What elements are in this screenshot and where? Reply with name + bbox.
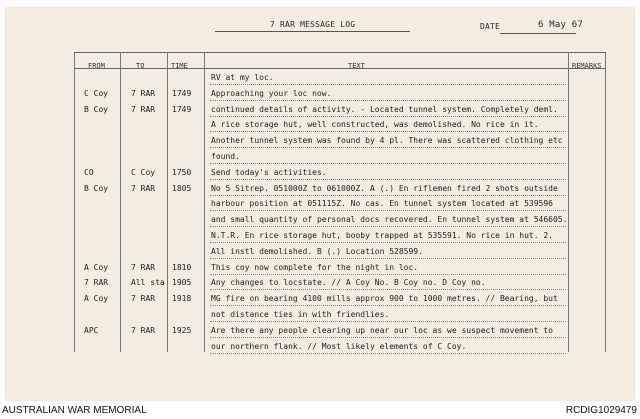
entry-time: 1749 <box>172 104 192 114</box>
entry-text: Another tunnel system was found by 4 pl. There was scattered clothing etc <box>211 136 563 146</box>
col-divider <box>120 52 121 352</box>
row-rule <box>210 84 566 85</box>
entry-text: This coy now complete for the night in loc. <box>211 262 419 272</box>
row-rule <box>210 258 566 259</box>
col-divider <box>605 52 606 352</box>
row-rule <box>210 305 566 306</box>
entry-text: Are there any people clearing up near our loc as we suspect movement to <box>211 325 553 335</box>
date-value: 6 May 67 <box>538 20 583 30</box>
entry-from: A Coy <box>84 262 109 272</box>
entry-to: 7 RAR <box>131 325 156 335</box>
col-divider <box>204 52 205 352</box>
entry-to: 7 RAR <box>131 262 156 272</box>
entry-time: 1810 <box>172 262 192 272</box>
row-rule <box>210 210 566 211</box>
table-top-rule <box>74 52 606 53</box>
col-header-remarks: REMARKS <box>572 62 602 70</box>
row-rule <box>210 337 566 338</box>
entry-to: C Coy <box>131 167 156 177</box>
entry-text: N.T.R. En rice storage hut, booby trapped at 535591. No rice in hut. 2. <box>211 231 553 240</box>
row-rule <box>210 179 566 180</box>
row-rule <box>210 321 566 322</box>
col-header-from: FROM <box>88 62 105 70</box>
entry-from: CO <box>84 167 94 177</box>
row-rule <box>210 226 566 227</box>
header-rule <box>74 68 606 69</box>
row-rule <box>210 100 566 101</box>
entry-from: A Coy <box>84 294 109 304</box>
entry-time: 1918 <box>172 294 192 304</box>
entry-time: 1905 <box>172 278 192 288</box>
archive-credit: AUSTRALIAN WAR MEMORIAL <box>2 405 147 416</box>
log-title: 7 RAR MESSAGE LOG <box>270 20 356 29</box>
entry-from: B Coy <box>84 183 109 193</box>
archive-id: RCDIG1029479 <box>565 405 637 416</box>
row-rule <box>210 195 566 196</box>
entry-from: APC <box>84 325 99 335</box>
entry-text: and small quantity of personal docs recovered. En tunnel system at 546605. <box>211 215 568 225</box>
entry-to: 7 RAR <box>131 294 156 304</box>
entry-text: No 5 Sitrep. 051000Z to 061000Z. A (.) En riflemen fired 2 shots outside <box>211 183 558 193</box>
col-header-to: TO <box>136 62 145 70</box>
col-divider <box>74 52 75 352</box>
entry-time: 1925 <box>172 325 192 335</box>
row-rule <box>210 242 566 243</box>
entry-from: C Coy <box>84 88 109 98</box>
entry-text: harbour position at 051115Z. No cas. En tunnel system located at 539596 <box>211 199 553 209</box>
entry-from: 7 RAR <box>84 278 109 288</box>
row-rule <box>210 131 566 132</box>
entry-from: B Coy <box>84 104 109 114</box>
entry-text: continued details of activity. - Located tunnel system. Completely deml. <box>211 104 558 114</box>
date-underline <box>500 33 576 34</box>
entry-text: RV at my loc. <box>211 73 274 82</box>
row-rule <box>210 147 566 148</box>
col-divider <box>568 52 569 352</box>
col-header-text: TEXT <box>348 62 365 70</box>
entry-text: our northern flank. // Most likely elements of C Coy. <box>211 341 467 351</box>
entry-to: All sta <box>131 278 165 288</box>
entry-text: MG fire on bearing 4100 mills approx 900 to 1000 metres. // Bearing, but <box>211 294 558 304</box>
entry-text: A rice storage hut, well constructed, was demolished. No rice in it. <box>211 120 539 130</box>
entry-to: 7 RAR <box>131 183 156 193</box>
entry-text: not distance ties in with friendlies. <box>211 310 390 319</box>
row-rule <box>210 274 566 275</box>
entry-time: 1805 <box>172 183 192 193</box>
entry-text: Send today's activities. <box>211 167 327 177</box>
entry-to: 7 RAR <box>131 104 156 114</box>
entry-time: 1750 <box>172 167 192 177</box>
row-rule <box>210 289 566 290</box>
entry-text: Approaching your loc now. <box>211 88 332 98</box>
entry-text: Any changes to locstate. // A Coy No. B Coy no. D Coy no. <box>211 278 486 288</box>
entry-time: 1749 <box>172 88 192 98</box>
entry-text: All instl demolished. B (.) Location 528599. <box>211 246 423 256</box>
row-rule <box>210 163 566 164</box>
col-divider <box>167 52 168 352</box>
row-rule <box>210 116 566 117</box>
col-header-time: TIME <box>171 62 188 70</box>
entry-to: 7 RAR <box>131 88 156 98</box>
title-underline <box>215 31 410 32</box>
date-label: DATE <box>480 22 501 31</box>
entry-text: found. <box>211 152 240 161</box>
row-rule <box>210 353 566 354</box>
